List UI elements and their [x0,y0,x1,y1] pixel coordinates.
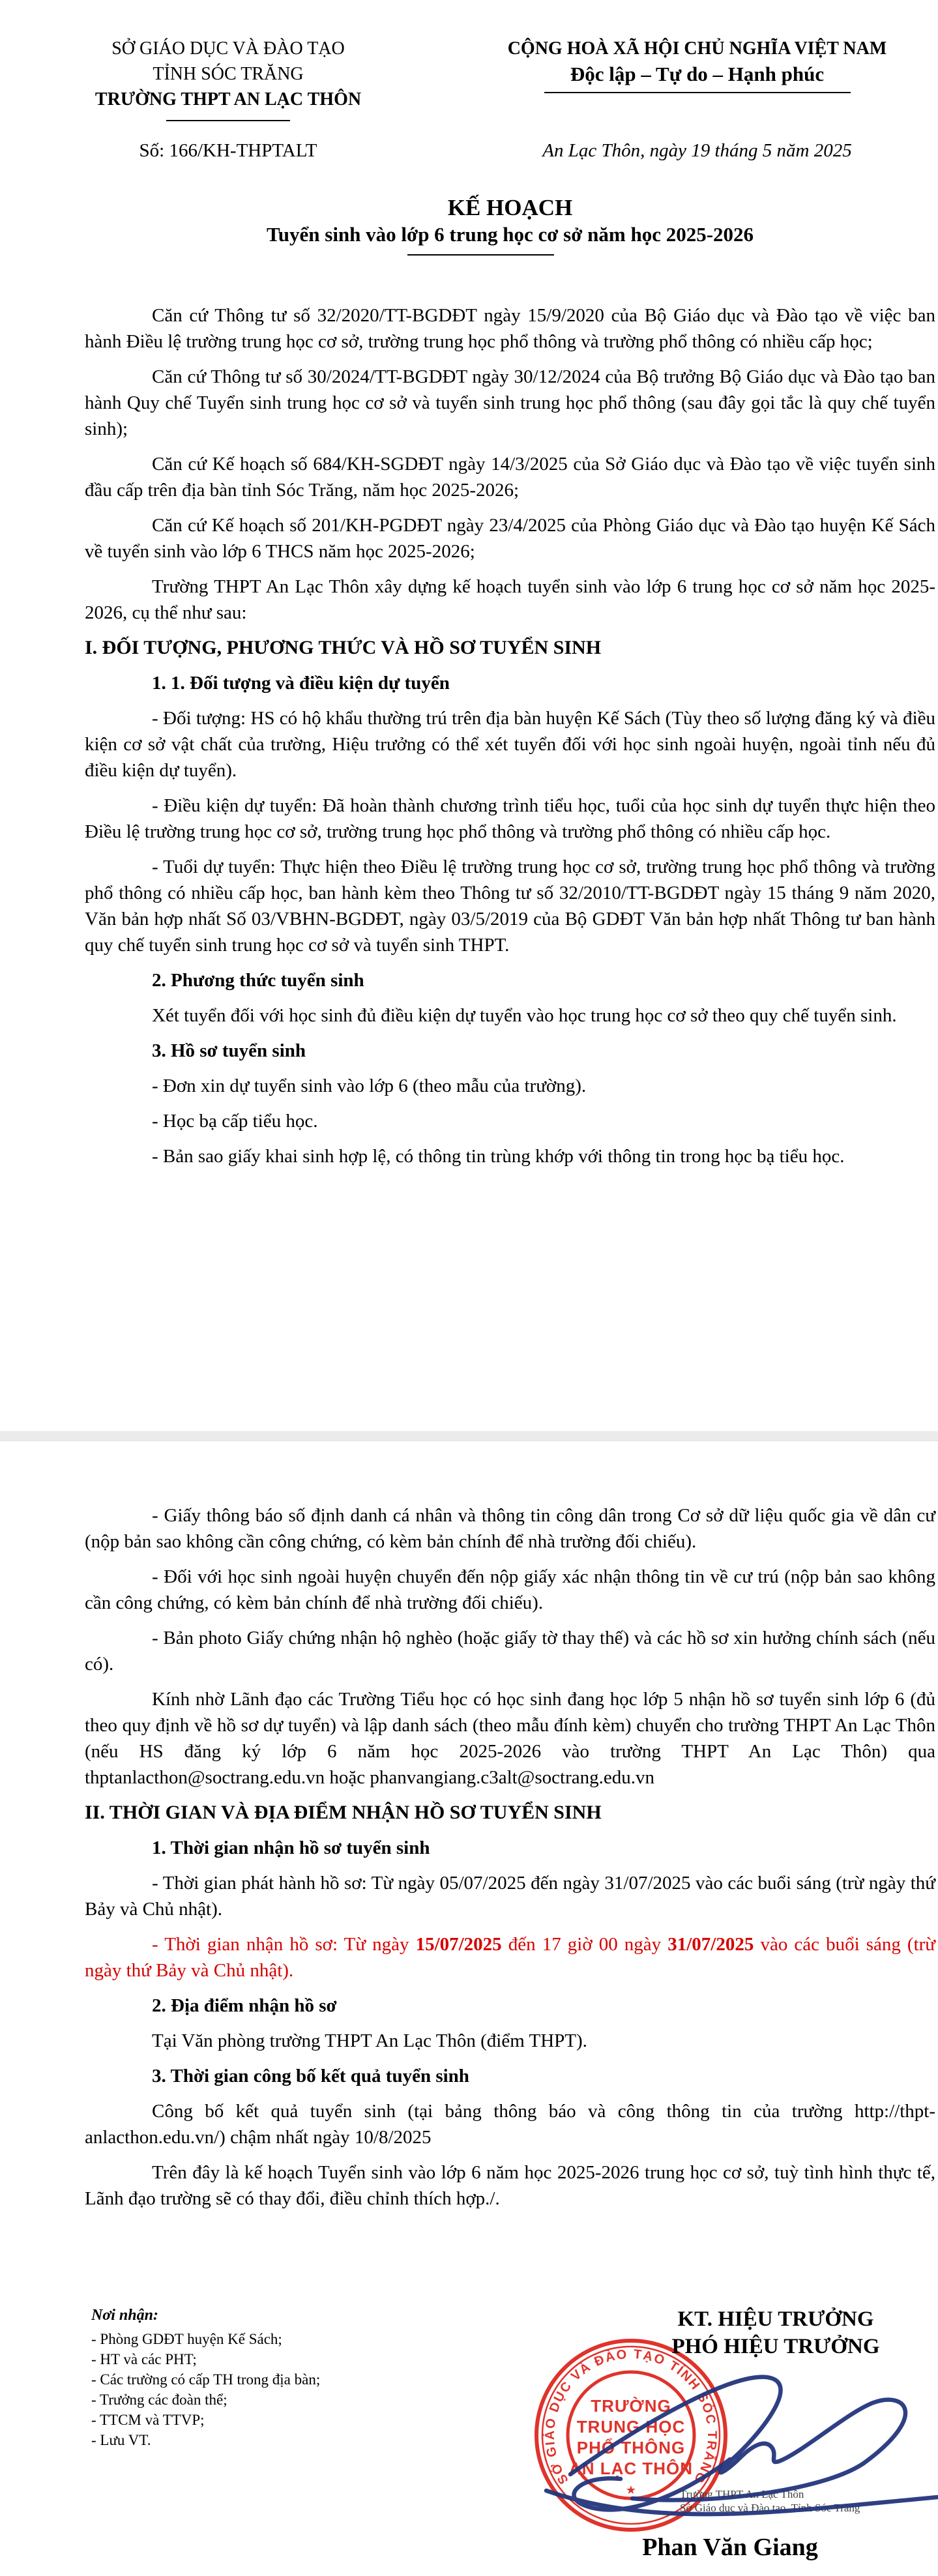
sign-title-block [619,2305,932,2360]
sign-title-kt: KT. HIỆU TRƯỞNG [677,2307,874,2331]
org-province: TỈNH SÓC TRĂNG [153,64,304,84]
paragraph-xet-tuyen: Xét tuyển đối với học sinh đủ điều kiện dự tuyển vào học trung học cơ sở theo quy chế tuyển sinh. [152,1005,897,1026]
subheading-1-1: 1. 1. Đối tượng và điều kiện dự tuyển [152,673,450,694]
title-underline [407,254,554,256]
red-text-segment: vào các buổi sáng (trừ ngày thứ Bảy và Chủ nhật). [85,1934,936,1981]
paragraph-ho-ngheo: - Bản photo Giấy chứng nhận hộ nghèo (hoặc giấy tờ thay thế) và các hồ sơ xin hưởng chính sách (nếu có). [85,1628,935,1675]
paragraph-ket-luan: Trên đây là kế hoạch Tuyển sinh vào lớp 6 năm học 2025-2026 trung học cơ sở, tuỳ tình hình thực tế, Lãnh đạo trường sẽ có thay đổi, điều chỉnh thích hợp./. [85,2162,935,2209]
stamp-line-an-lac-thon: AN LẠC THÔN [568,2459,694,2478]
stamp-ring-text: SỞ GIÁO DỤC VÀ ĐÀO TẠO TỈNH SÓC TRĂNG [542,2347,720,2487]
header-issuing-org [0,36,456,121]
stamp-line-trung-hoc: TRUNG HỌC [576,2417,686,2437]
recipient-item: - Lưu VT. [91,2432,151,2448]
document-number: Số: 166/KH-THPTALT [139,140,317,161]
section-heading-II: II. THỜI GIAN VÀ ĐỊA ĐIỂM NHẬN HỒ SƠ TUYỂN SINH [85,1802,602,1823]
document-header [0,0,938,121]
recipient-item: - HT và các PHT; [91,2351,197,2367]
recipient-item: - Trưởng các đoàn thể; [91,2392,227,2408]
document-subtitle: Tuyển sinh vào lớp 6 trung học cơ sở năm học 2025-2026 [266,223,754,246]
header-left-underline [166,120,290,121]
paragraph-tuoi-du-tuyen: - Tuổi dự tuyển: Thực hiện theo Điều lệ trường trung học cơ sở, trường trung học phổ thông và trường phổ thông có nhiều cấp học, ban hành kèm theo Thông tư số 32/2010/TT-BGDĐT ngày 15 tháng 9 năm 2020, Văn bản hợp nhất Số 03/VBHN-BGDĐT, ngày 03/5/2019 của Bộ GDĐT Văn bản hợp nhất Thông tư ban hành quy chế tuyển sinh trung học cơ sở và tuyển sinh THPT. [85,856,935,956]
paragraph-dia-diem: Tại Văn phòng trường THPT An Lạc Thôn (điểm THPT). [152,2030,587,2051]
paragraph-don-xin: - Đơn xin dự tuyển sinh vào lớp 6 (theo mẫu của trường). [152,1076,587,1096]
red-text-segment: đến 17 giờ 00 ngày [501,1934,668,1955]
national-title: CỘNG HOÀ XÃ HỘI CHỦ NGHĨA VIỆT NAM [507,38,887,59]
recipients-block [91,2305,320,2450]
paragraph-cong-bo: Công bố kết quả tuyển sinh (tại bảng thông báo và công thông tin của trường http://thpt-anlacthon.edu.vn/) chậm nhất ngày 10/8/2025 [85,2101,935,2148]
subheading-thoi-gian-nhan: 1. Thời gian nhận hồ sơ tuyển sinh [152,1837,430,1858]
title-block [0,194,938,256]
paragraph-ngoai-huyen: - Đối với học sinh ngoài huyện chuyển đến nộp giấy xác nhận thông tin về cư trú (nộp bản sao không cần công chứng, có kèm bản chính để nhà trường đối chiếu). [85,1566,935,1613]
subheading-3: 3. Hồ sơ tuyển sinh [152,1040,306,1061]
esign-note-line2: Sở Giáo dục và Đào tạo, Tỉnh Sóc Trăng [680,2502,860,2514]
header-right-underline [544,92,851,93]
paragraph-doi-tuong: - Đối tượng: HS có hộ khẩu thường trú trên địa bàn huyện Kế Sách (Tùy theo số lượng đăng ký và điều kiện cơ sở vật chất của trường, Hiệu trưởng có thể xét tuyển đối với học sinh ngoài huyện, ngoài tỉnh nếu đủ điều kiện dự tuyển). [85,708,935,781]
document-meta [0,138,938,163]
paragraph-hoc-ba: - Học bạ cấp tiểu học. [152,1111,318,1132]
esign-note-line1: Trường THPT An Lạc Thôn [680,2488,804,2500]
place-and-date: An Lạc Thôn, ngày 19 tháng 5 năm 2025 [542,140,852,161]
header-national-motto [456,36,938,121]
recipient-item: - TTCM và TTVP; [91,2412,205,2428]
recipient-item: - Các trường có cấp TH trong địa bàn; [91,2371,321,2388]
paragraph-dieu-kien: - Điều kiện dự tuyển: Đã hoàn thành chương trình tiểu học, tuổi của học sinh dự tuyển thực hiện theo Điều lệ trường trung học cơ sở, trường trung học phổ thông và trường phổ thông có nhiều cấp học. [85,795,935,842]
stamp-star-icon: ★ [625,2483,637,2496]
section-heading-I: I. ĐỐI TƯỢNG, PHƯƠNG THỨC VÀ HỒ SƠ TUYỂN SINH [85,637,602,658]
national-motto: Độc lập – Tự do – Hạnh phúc [570,63,825,85]
esign-note [680,2487,860,2515]
recipient-item: - Phòng GDĐT huyện Kế Sách; [91,2331,282,2347]
red-bold-date-start: 15/07/2025 [415,1934,502,1955]
paragraph-nhan-ho-so-red [85,1931,935,1983]
paragraph-legal-basis-3: Căn cứ Kế hoạch số 684/KH-SGDĐT ngày 14/3/2025 của Sở Giáo dục và Đào tạo về việc tuyển sinh đầu cấp trên địa bàn tỉnh Sóc Trăng, năm học 2025-2026; [85,454,935,501]
page-2 [0,1441,938,2576]
paragraph-ban-sao-khai-sinh: - Bản sao giấy khai sinh hợp lệ, có thông tin trùng khớp với thông tin trong học bạ tiểu học. [152,1146,845,1167]
recipients-list [91,2329,320,2450]
document-title: KẾ HOẠCH [447,195,573,220]
subheading-cong-bo: 3. Thời gian công bố kết quả tuyển sinh [152,2066,469,2086]
stamp-line-pho-thong: PHỔ THÔNG [576,2438,686,2457]
paragraph-legal-basis-1: Căn cứ Thông tư số 32/2020/TT-BGDĐT ngày 15/9/2020 của Bộ Giáo dục và Đào tạo về việc ban hành Điều lệ trường trung học cơ sở, trường trung học phổ thông và trường phổ thông có nhiều cấp học; [85,305,935,352]
org-parent: SỞ GIÁO DỤC VÀ ĐÀO TẠO [111,38,345,59]
page-break-divider [0,1431,938,1441]
paragraph-intro: Trường THPT An Lạc Thôn xây dựng kế hoạch tuyển sinh vào lớp 6 trung học cơ sở năm học 2025-2026, cụ thể như sau: [85,576,935,623]
paragraph-phat-hanh-ho-so: - Thời gian phát hành hồ sơ: Từ ngày 05/07/2025 đến ngày 31/07/2025 vào các buổi sáng (trừ ngày thứ Bảy và Chủ nhật). [85,1873,935,1920]
org-school: TRƯỜNG THPT AN LẠC THÔN [95,89,362,110]
stamp-line-truong: TRƯỜNG [591,2396,671,2416]
sign-title-vice-principal: PHÓ HIỆU TRƯỞNG [671,2335,880,2358]
red-bold-date-end: 31/07/2025 [667,1934,754,1955]
page-1-body [0,302,938,1169]
recipients-label: Nơi nhận: [91,2307,158,2324]
subheading-2: 2. Phương thức tuyển sinh [152,970,364,991]
page-2-body [0,1441,938,2212]
signer-name: Phan Văn Giang [642,2534,818,2561]
paragraph-legal-basis-2: Căn cứ Thông tư số 30/2024/TT-BGDĐT ngày 30/12/2024 của Bộ trưởng Bộ Giáo dục và Đào tạo ban hành Quy chế Tuyển sinh trung học cơ sở và tuyển sinh trung học phổ thông (sau đây gọi tắc là quy chế tuyển sinh); [85,366,935,439]
paragraph-giay-thong-bao: - Giấy thông báo số định danh cá nhân và thông tin công dân trong Cơ sở dữ liệu quốc gia về dân cư (nộp bản sao không cần công chứng, có kèm bản chính để nhà trường đối chiếu). [85,1505,935,1552]
paragraph-kinh-nho: Kính nhờ Lãnh đạo các Trường Tiểu học có học sinh đang học lớp 5 nhận hồ sơ tuyển sinh lớp 6 (đủ theo quy định về hồ sơ dự tuyển) và lập danh sách (theo mẫu đính kèm) chuyển cho trường THPT An Lạc Thôn (nếu HS đăng ký lớp 6 năm học 2025-2026 vào trường THPT An Lạc Thôn) qua thptanlacthon@soctrang.edu.vn hoặc phanvangiang.c3alt@soctrang.edu.vn [85,1689,935,1788]
subheading-dia-diem: 2. Địa điểm nhận hồ sơ [152,1995,337,2016]
red-text-segment: - Thời gian nhận hồ sơ: Từ ngày [152,1934,416,1955]
paragraph-legal-basis-4: Căn cứ Kế hoạch số 201/KH-PGDĐT ngày 23/4/2025 của Phòng Giáo dục và Đào tạo huyện Kế Sách về tuyển sinh vào lớp 6 THCS năm học 2025-2026; [85,515,935,562]
